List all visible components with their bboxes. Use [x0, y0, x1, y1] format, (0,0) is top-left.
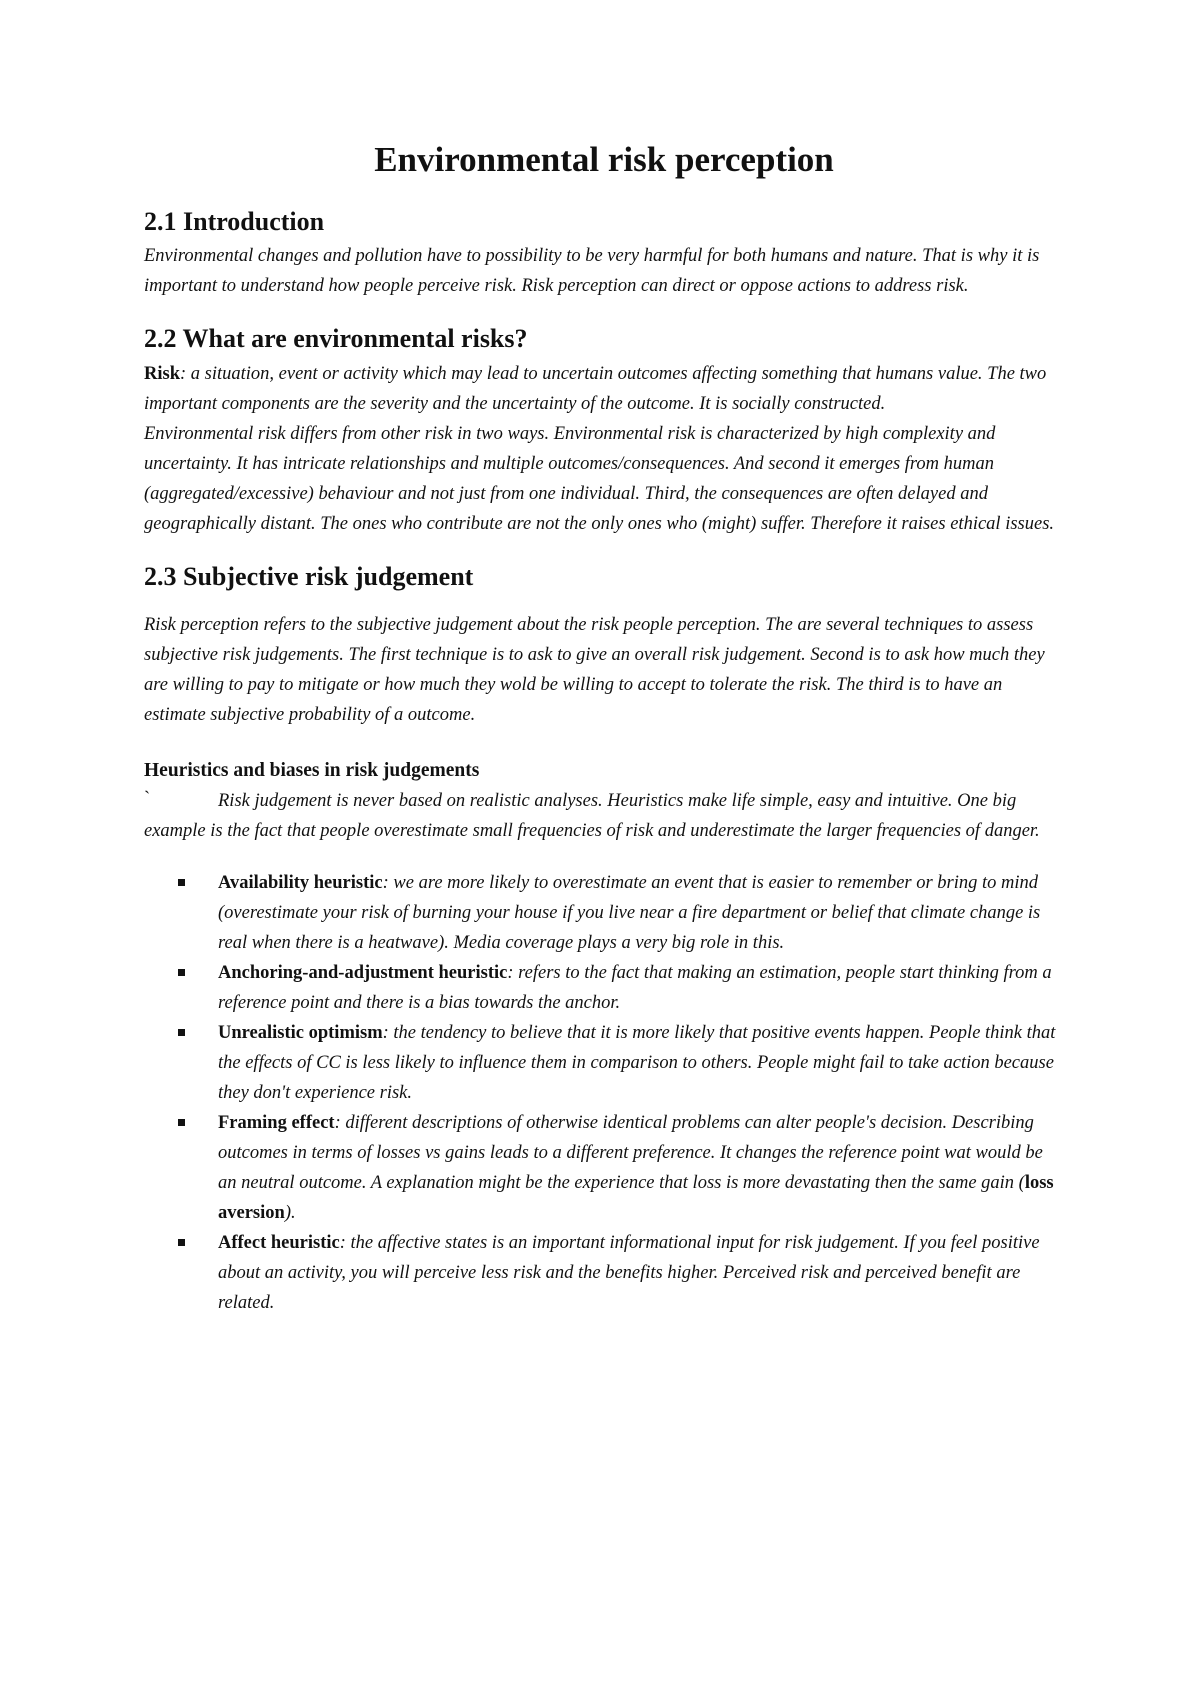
environmental-risk-paragraph: Environmental risk differs from other risk in two ways. Environmental risk is characterized by high complexity and uncertainty. It has intricate relationships and multiple outcomes/consequences. And second it emerges from human (aggregated/excessive) behaviour and not just from one individual. Third, the consequences are often delayed and geographically distant. The ones who contribute are not the only ones who (might) suffer. Therefore it raises ethical issues.	[144, 423, 1055, 534]
document-content	[144, 140, 1064, 1318]
framing-effect-text: : different descriptions of otherwise identical problems can alter people's decision. Describing outcomes in terms of losses vs gains leads to a different preference. It changes the reference point wat would be an neutral outcome. A explanation might be the experience that loss is more devastating then the same gain (	[218, 1112, 1043, 1193]
document-title: Environmental risk perception	[374, 140, 834, 179]
heuristics-intro-text: Risk judgement is never based on realistic analyses. Heuristics make life simple, easy and intuitive. One big example is the fact that people overestimate small frequencies of risk and underestimate the larger frequencies of danger.	[144, 790, 1040, 841]
stray-backtick: `	[144, 788, 151, 809]
heuristics-list	[144, 868, 1064, 1318]
square-bullet-icon	[178, 1119, 185, 1126]
anchoring-heuristic-text: : refers to the fact that making an estimation, people start thinking from a reference point and there is a bias towards the anchor.	[218, 962, 1052, 1013]
framing-effect-text-end: ).	[284, 1202, 296, 1223]
square-bullet-icon	[178, 1029, 185, 1036]
availability-heuristic-text: : we are more likely to overestimate an event that is easier to remember or bring to mind (overestimate your risk of burning your house if you live near a fire department or belief that climate change is real when there is a heatwave). Media coverage plays a very big role in this.	[218, 872, 1041, 953]
square-bullet-icon	[178, 969, 185, 976]
introduction-paragraph: Environmental changes and pollution have to possibility to be very harmful for both humans and nature. That is why it is important to understand how people perceive risk. Risk perception can direct or oppose actions to address risk.	[144, 246, 1040, 297]
list-item-affect-heuristic	[144, 1228, 1064, 1318]
heuristics-intro-paragraph	[144, 786, 1064, 846]
term-anchoring-heuristic: Anchoring-and-adjustment heuristic	[218, 962, 508, 983]
section-heading-introduction: 2.1 Introduction	[144, 207, 325, 237]
list-item-availability-heuristic	[144, 868, 1064, 958]
heuristics-heading: Heuristics and biases in risk judgements	[144, 759, 480, 781]
square-bullet-icon	[178, 1239, 185, 1246]
term-loss-aversion: loss aversion	[218, 1172, 1054, 1223]
unrealistic-optimism-text: : the tendency to believe that it is more likely that positive events happen. People think that the effects of CC is less likely to influence them in comparison to others. People might fail to take action because they don't experience risk.	[218, 1022, 1056, 1103]
term-framing-effect: Framing effect	[218, 1112, 335, 1133]
risk-definition-text: : a situation, event or activity which may lead to uncertain outcomes affecting something that humans value. The two important components are the severity and the uncertainty of the outcome. It is socially constructed.	[144, 363, 1047, 414]
affect-heuristic-text: : the affective states is an important informational input for risk judgement. If you feel positive about an activity, you will perceive less risk and the benefits higher. Perceived risk and perceived benefit are related.	[218, 1232, 1040, 1313]
risk-term: Risk	[144, 363, 180, 384]
list-item-unrealistic-optimism	[144, 1018, 1064, 1108]
term-availability-heuristic: Availability heuristic	[218, 872, 383, 893]
list-item-framing-effect	[144, 1108, 1064, 1228]
section-heading-environmental-risks: 2.2 What are environmental risks?	[144, 324, 528, 354]
subjective-risk-paragraph: Risk perception refers to the subjective judgement about the risk people perception. The are several techniques to assess subjective risk judgements. The first technique is to ask to give an overall risk judgement. Second is to ask how much they are willing to pay to mitigate or how much they wold be willing to accept to tolerate the risk. The third is to have an estimate subjective probability of a outcome.	[144, 614, 1045, 725]
list-item-anchoring-heuristic	[144, 958, 1064, 1018]
section-heading-subjective-risk: 2.3 Subjective risk judgement	[144, 561, 474, 591]
square-bullet-icon	[178, 879, 185, 886]
risk-definition-paragraph	[144, 359, 1064, 419]
term-unrealistic-optimism: Unrealistic optimism	[218, 1022, 383, 1043]
term-affect-heuristic: Affect heuristic	[218, 1232, 340, 1253]
